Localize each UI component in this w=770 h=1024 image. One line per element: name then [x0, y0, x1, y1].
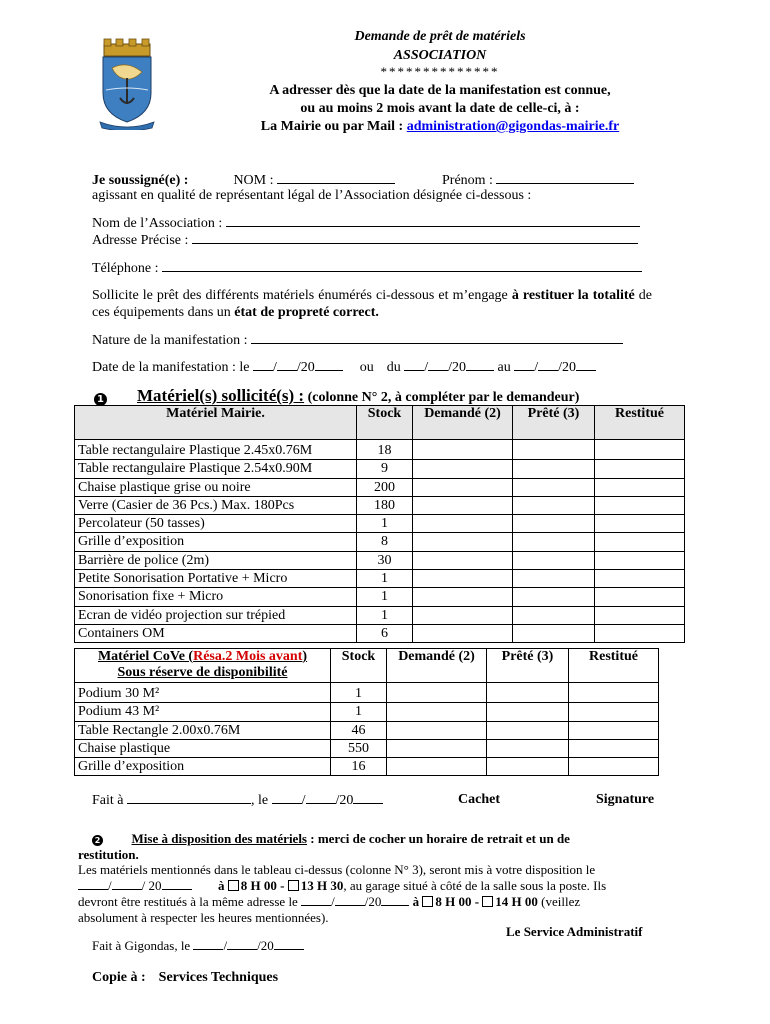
- retrait-location: , au garage situé à côté de la salle sous la poste. Ils: [343, 878, 607, 893]
- table1-stock-cell: 1: [357, 588, 413, 606]
- table1-row: [75, 533, 685, 551]
- header-line-3-prefix: La Mairie ou par Mail :: [260, 119, 407, 134]
- retrait-day-field[interactable]: [78, 878, 108, 890]
- table1-item-cell: Chaise plastique grise ou noire: [75, 478, 357, 496]
- table1-item-cell: Table rectangulaire Plastique 2.54x0.90M: [75, 460, 357, 478]
- table1-prete-cell[interactable]: [513, 515, 595, 533]
- date-day-field[interactable]: [253, 359, 273, 371]
- table1-row: [75, 478, 685, 496]
- soussigne-label: Je soussigné(e) :: [92, 173, 189, 188]
- date-label: Date de la manifestation : le: [92, 360, 250, 375]
- table1-header-materiel: Matériel Mairie.: [75, 406, 357, 440]
- table2-restitue-cell[interactable]: [569, 721, 659, 739]
- association-field[interactable]: [226, 215, 640, 227]
- table1-prete-cell[interactable]: [513, 570, 595, 588]
- stars-divider: **************: [380, 64, 500, 79]
- table1-prete-cell[interactable]: [513, 551, 595, 569]
- restitution-month-field[interactable]: [335, 894, 365, 906]
- table1-restitue-cell[interactable]: [595, 588, 685, 606]
- header-line-1: A adresser dès que la date de la manifestation est connue,: [269, 83, 611, 98]
- section2-title-line2: restitution.: [78, 847, 139, 862]
- table2-stock-cell: 1: [331, 683, 387, 703]
- table2-item-cell: Podium 30 M²: [75, 683, 331, 703]
- adresse-line: [92, 232, 638, 249]
- table1-row: [75, 624, 685, 642]
- table1-prete-cell[interactable]: [513, 460, 595, 478]
- section1-note: (colonne N° 2, à compléter par le demandeur): [307, 390, 580, 405]
- table1-demande-cell[interactable]: [413, 624, 513, 642]
- table-materiel-cove: [74, 648, 659, 776]
- section2-body: [78, 862, 680, 926]
- restitution-checkbox-2[interactable]: [482, 896, 493, 907]
- table1-prete-cell[interactable]: [513, 588, 595, 606]
- table2-header-reservation: Résa.2 Mois avant: [193, 649, 303, 664]
- sign-slash: /: [301, 793, 306, 808]
- restitution-time-1: 8 H 00 -: [435, 894, 480, 909]
- table1-prete-cell[interactable]: [513, 440, 595, 460]
- sollicite-paragraph: [92, 287, 652, 321]
- fait-a-label: Fait à: [92, 793, 124, 808]
- table1-item-cell: Percolateur (50 tasses): [75, 515, 357, 533]
- table1-demande-cell[interactable]: [413, 515, 513, 533]
- table2-row: [75, 739, 659, 757]
- table2-prete-cell[interactable]: [487, 721, 569, 739]
- telephone-line: [92, 260, 642, 277]
- section2-p4: absolument à respecter les heures mentionnées).: [78, 910, 329, 925]
- table1-stock-cell: 1: [357, 515, 413, 533]
- table2-stock-cell: 16: [331, 758, 387, 776]
- sollicite-text-d: de ces équipements dans un: [92, 288, 653, 320]
- table1-restitue-cell[interactable]: [595, 533, 685, 551]
- table1-row: [75, 496, 685, 514]
- table1-restitue-cell[interactable]: [595, 496, 685, 514]
- sollicite-text-c: totalité: [592, 288, 635, 303]
- table1-prete-cell[interactable]: [513, 624, 595, 642]
- section2-title-rest: : merci de cocher un horaire de retrait et un de: [307, 831, 570, 846]
- signature-label: Signature: [596, 792, 655, 807]
- table1-stock-cell: 30: [357, 551, 413, 569]
- restitution-veillez: (veillez: [541, 894, 581, 909]
- fait-a-line: [92, 792, 383, 809]
- table2-prete-cell[interactable]: [487, 703, 569, 721]
- table1-stock-cell: 200: [357, 478, 413, 496]
- restitution-day-field[interactable]: [301, 894, 331, 906]
- retrait-time-1: 8 H 00 -: [240, 878, 285, 893]
- gigondas-year-prefix: /20: [257, 938, 274, 953]
- nom-label: NOM :: [233, 173, 274, 188]
- header-line-3: [200, 118, 680, 136]
- restitution-time-2: 14 H 00: [495, 894, 538, 909]
- prenom-field[interactable]: [496, 172, 634, 184]
- table1-item-cell: Grille d’exposition: [75, 533, 357, 551]
- restitution-a: à: [412, 894, 420, 909]
- table1-restitue-cell[interactable]: [595, 440, 685, 460]
- association-line: [92, 215, 640, 232]
- date-ou: ou: [359, 360, 374, 375]
- table1-restitue-cell[interactable]: [595, 515, 685, 533]
- table1-restitue-cell[interactable]: [595, 551, 685, 569]
- date-year-prefix: /20: [296, 360, 315, 375]
- table1-demande-cell[interactable]: [413, 588, 513, 606]
- bullet-two-icon: 2: [92, 835, 103, 846]
- table1-demande-cell[interactable]: [413, 478, 513, 496]
- table2-row: [75, 703, 659, 721]
- table2-demande-cell[interactable]: [387, 721, 487, 739]
- table1-header-prete: Prêté (3): [513, 406, 595, 440]
- table1-demande-cell[interactable]: [413, 606, 513, 624]
- le-label: , le: [251, 793, 269, 808]
- table2-restitue-cell[interactable]: [569, 683, 659, 703]
- table2-demande-cell[interactable]: [387, 739, 487, 757]
- table1-item-cell: Table rectangulaire Plastique 2.45x0.76M: [75, 440, 357, 460]
- table2-stock-cell: 46: [331, 721, 387, 739]
- sign-year-prefix: /20: [335, 793, 354, 808]
- table1-item-cell: Ecran de vidéo projection sur trépied: [75, 606, 357, 624]
- retrait-year-field[interactable]: [162, 878, 192, 890]
- table1-stock-cell: 1: [357, 570, 413, 588]
- table1-item-cell: Barrière de police (2m): [75, 551, 357, 569]
- bullet-one-icon: 1: [94, 393, 107, 406]
- restitution-year-field[interactable]: [381, 894, 409, 906]
- town-crest-logo: [98, 38, 156, 130]
- table1-row: [75, 515, 685, 533]
- table1-row: [75, 551, 685, 569]
- table2-header-suffix: ): [302, 649, 308, 664]
- nom-field[interactable]: [277, 172, 395, 184]
- table1-demande-cell[interactable]: [413, 440, 513, 460]
- sollicite-text-e: état de propreté correct.: [234, 305, 379, 320]
- restitution-checkbox-1[interactable]: [422, 896, 433, 907]
- copie-line: [92, 970, 278, 986]
- table1-demande-cell[interactable]: [413, 460, 513, 478]
- table1-header-row: [75, 406, 685, 440]
- restitution-year-prefix: /20: [364, 894, 382, 909]
- nature-label: Nature de la manifestation :: [92, 333, 248, 348]
- date-slash: /: [272, 360, 277, 375]
- restitution-text: devront être restitués à la même adresse le: [78, 894, 298, 909]
- table1-item-cell: Sonorisation fixe + Micro: [75, 588, 357, 606]
- table1-prete-cell[interactable]: [513, 478, 595, 496]
- table1-header-demande: Demandé (2): [413, 406, 513, 440]
- table1-prete-cell[interactable]: [513, 533, 595, 551]
- table2-demande-cell[interactable]: [387, 758, 487, 776]
- gigondas-slash: /: [223, 938, 228, 953]
- copie-label: Copie à :: [92, 970, 146, 985]
- telephone-field[interactable]: [162, 260, 642, 272]
- section1-heading: [137, 386, 579, 406]
- to-year-prefix: /20: [558, 360, 577, 375]
- table2-row: [75, 721, 659, 739]
- retrait-month-field[interactable]: [112, 878, 142, 890]
- table2-header-disponibilite: Sous réserve de disponibilité: [117, 665, 288, 680]
- sollicite-text-a: Sollicite le prêt des différents matériels énumérés ci-dessous et m’engage: [92, 288, 512, 303]
- nature-field[interactable]: [251, 332, 623, 344]
- table2-restitue-cell[interactable]: [569, 739, 659, 757]
- table2-stock-cell: 550: [331, 739, 387, 757]
- table2-demande-cell[interactable]: [387, 683, 487, 703]
- telephone-label: Téléphone :: [92, 261, 159, 276]
- from-day-field[interactable]: [404, 359, 424, 371]
- table2-stock-cell: 1: [331, 703, 387, 721]
- table1-restitue-cell[interactable]: [595, 606, 685, 624]
- table2-header-materiel: [75, 649, 331, 683]
- service-administratif: Le Service Administratif: [506, 924, 643, 939]
- section2-p1: Les matériels mentionnés dans le tableau ci-dessus (colonne N° 3), seront mis à votre disposition le: [78, 862, 596, 877]
- table1-row: [75, 440, 685, 460]
- retrait-checkbox-2[interactable]: [288, 880, 299, 891]
- section2-title: Mise à disposition des matériels: [131, 831, 307, 846]
- table1-demande-cell[interactable]: [413, 533, 513, 551]
- date-line: [92, 359, 596, 376]
- cachet-label: Cachet: [458, 792, 500, 807]
- table1-stock-cell: 8: [357, 533, 413, 551]
- table2-header-prete: Prêté (3): [487, 649, 569, 683]
- email-link[interactable]: administration@gigondas-mairie.fr: [406, 119, 620, 134]
- adresse-label: Adresse Précise :: [92, 233, 189, 248]
- table1-row: [75, 460, 685, 478]
- table1-item-cell: Containers OM: [75, 624, 357, 642]
- association-label: Nom de l’Association :: [92, 216, 223, 231]
- date-year-field[interactable]: [315, 359, 343, 371]
- table2-restitue-cell[interactable]: [569, 758, 659, 776]
- table2-header-prefix: Matériel CoVe (: [97, 649, 194, 664]
- table1-restitue-cell[interactable]: [595, 478, 685, 496]
- table1-item-cell: Verre (Casier de 36 Pcs.) Max. 180Pcs: [75, 496, 357, 514]
- document-title: Demande de prêt de matériels: [354, 29, 526, 44]
- table1-header-restitue: Restitué: [595, 406, 685, 440]
- prenom-label: Prénom :: [442, 173, 493, 188]
- nature-line: [92, 332, 623, 349]
- table1-row: [75, 570, 685, 588]
- table1-restitue-cell[interactable]: [595, 570, 685, 588]
- section2-p2: [78, 878, 680, 894]
- table2-item-cell: Podium 43 M²: [75, 703, 331, 721]
- gigondas-day-field[interactable]: [193, 938, 223, 950]
- table1-stock-cell: 9: [357, 460, 413, 478]
- section2: [78, 831, 672, 863]
- table2-item-cell: Grille d’exposition: [75, 758, 331, 776]
- table1-prete-cell[interactable]: [513, 606, 595, 624]
- table2-header-restitue: Restitué: [569, 649, 659, 683]
- fait-a-field[interactable]: [127, 792, 251, 804]
- table2-header-demande: Demandé (2): [387, 649, 487, 683]
- from-month-field[interactable]: [428, 359, 448, 371]
- table2-prete-cell[interactable]: [487, 739, 569, 757]
- table2-header-row: [75, 649, 659, 683]
- table1-restitue-cell[interactable]: [595, 460, 685, 478]
- section2-p3: [78, 894, 680, 910]
- sollicite-text-b: à restituer la: [511, 288, 589, 303]
- table2-row: [75, 683, 659, 703]
- table2-row: [75, 758, 659, 776]
- sign-day-field[interactable]: [272, 792, 302, 804]
- section2-title-line: [92, 831, 672, 847]
- retrait-time-2: 13 H 30: [300, 878, 344, 893]
- to-slash: /: [534, 360, 539, 375]
- table2-header-stock: Stock: [331, 649, 387, 683]
- agissant-text: agissant en qualité de représentant légal de l’Association désignée ci-dessous :: [92, 188, 532, 203]
- date-au: au: [497, 360, 511, 375]
- table-materiel-mairie: [74, 405, 685, 643]
- sign-year-field[interactable]: [353, 792, 383, 804]
- table1-stock-cell: 180: [357, 496, 413, 514]
- table2-prete-cell[interactable]: [487, 758, 569, 776]
- from-year-field[interactable]: [466, 359, 494, 371]
- retrait-year-prefix: / 20: [141, 878, 162, 893]
- name-line: [92, 172, 692, 189]
- table1-prete-cell[interactable]: [513, 496, 595, 514]
- table2-prete-cell[interactable]: [487, 683, 569, 703]
- restitution-slash: /: [331, 894, 335, 909]
- table1-header-stock: Stock: [357, 406, 413, 440]
- fait-gigondas-label: Fait à Gigondas, le: [92, 938, 191, 953]
- table2-item-cell: Chaise plastique: [75, 739, 331, 757]
- table1-demande-cell[interactable]: [413, 551, 513, 569]
- table1-row: [75, 588, 685, 606]
- table1-row: [75, 606, 685, 624]
- retrait-a: à: [218, 878, 225, 893]
- copie-value: Services Techniques: [158, 970, 279, 985]
- table1-stock-cell: 18: [357, 440, 413, 460]
- table1-demande-cell[interactable]: [413, 570, 513, 588]
- to-day-field[interactable]: [514, 359, 534, 371]
- date-month-field[interactable]: [277, 359, 297, 371]
- table1-demande-cell[interactable]: [413, 496, 513, 514]
- table2-restitue-cell[interactable]: [569, 703, 659, 721]
- header-line-2: ou au moins 2 mois avant la date de celle-ci, à :: [300, 101, 580, 116]
- document-subtitle: ASSOCIATION: [393, 48, 487, 63]
- table2-demande-cell[interactable]: [387, 703, 487, 721]
- fait-gigondas-line: [92, 938, 304, 954]
- table1-restitue-cell[interactable]: [595, 624, 685, 642]
- retrait-checkbox-1[interactable]: [228, 880, 239, 891]
- table1-stock-cell: 6: [357, 624, 413, 642]
- section1-title: Matériel(s) sollicité(s) :: [137, 386, 305, 405]
- table2-item-cell: Table Rectangle 2.00x0.76M: [75, 721, 331, 739]
- retrait-slash: /: [108, 878, 112, 893]
- table1-item-cell: Petite Sonorisation Portative + Micro: [75, 570, 357, 588]
- to-year-field[interactable]: [576, 359, 596, 371]
- from-slash: /: [424, 360, 429, 375]
- date-du: du: [386, 360, 401, 375]
- to-month-field[interactable]: [538, 359, 558, 371]
- gigondas-month-field[interactable]: [227, 938, 257, 950]
- adresse-field[interactable]: [192, 232, 638, 244]
- from-year-prefix: /20: [448, 360, 467, 375]
- gigondas-year-field[interactable]: [274, 938, 304, 950]
- sign-month-field[interactable]: [306, 792, 336, 804]
- table1-stock-cell: 1: [357, 606, 413, 624]
